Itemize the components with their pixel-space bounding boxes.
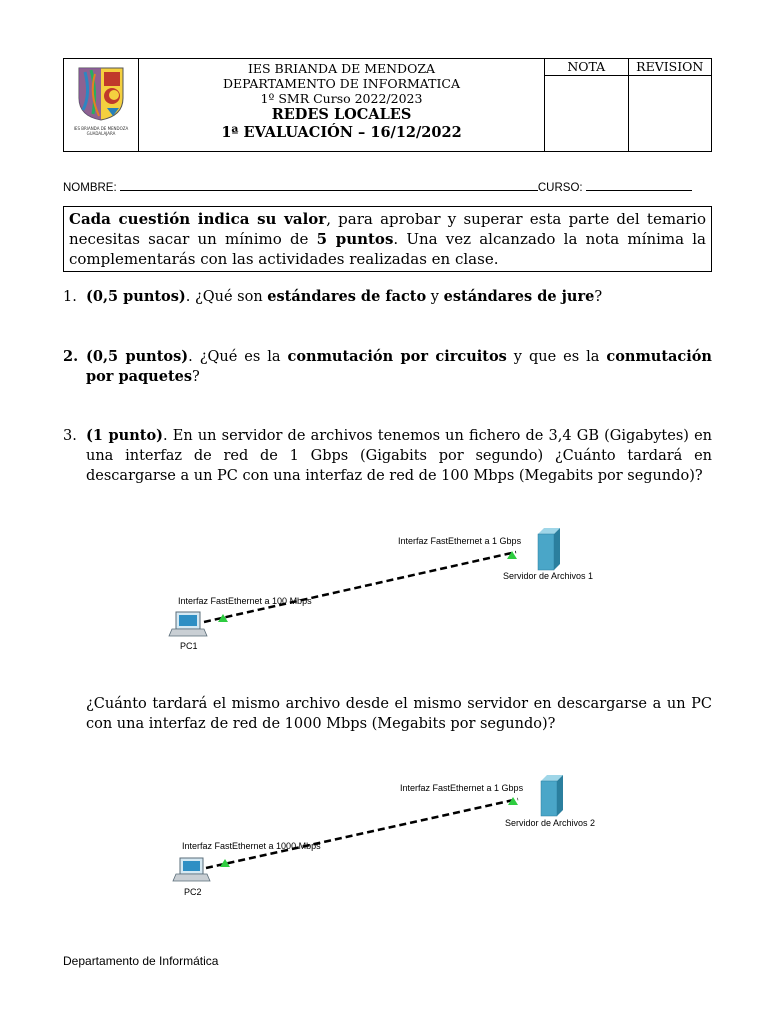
question-1-part-3: ? [594,289,603,305]
question-1-term-1: estándares de facto [267,288,427,305]
question-3-part-1: . En un servidor de archivos tenemos un fichero de 3,4 GB (Gigabytes) en una interfaz de red de 1 Gbps (Gigabits por segundo) ¿Cuánto tardará en descargarse a un PC con una interfaz de red de 100 Mbps (Megabits por segundo)? [86,428,712,484]
school-logo-icon [71,64,131,122]
question-1-text [86,287,712,307]
revision-header: REVISION [628,59,712,76]
pc-1-icon [169,612,207,636]
diagram-1-pc-link-label: Interfaz FastEthernet a 100 Mbps [178,596,312,606]
logo-caption-line-1: IES BRIANDA DE MENDOZA [73,126,129,131]
name-label: NOMBRE: [63,182,117,194]
question-2-number: 2. [63,348,79,365]
diagram-1-pc-name: PC1 [180,641,198,651]
question-3-number: 3. [63,428,77,444]
question-1-number: 1. [63,289,77,305]
question-1-part-2: y [426,289,444,305]
logo-caption [71,126,131,136]
instructions-text-1: , para aprobar y superar esta parte del temario necesitas sacar un mínimo de [69,210,706,248]
diagram-1-server-name: Servidor de Archivos 1 [503,571,594,581]
revision-box[interactable] [628,76,712,152]
student-info-line [63,180,712,194]
question-3-follow-up: ¿Cuánto tardará el mismo archivo desde el mismo servidor en descargarse a un PC con una interfaz de red de 1000 Mbps (Megabits por segundo)? [86,696,712,732]
question-2-part-2: y que es la [506,349,607,365]
server-1-icon [538,528,560,570]
department-name: DEPARTAMENTO DE INFORMATICA [222,76,461,91]
question-2-part-1: . ¿Qué es la [188,349,288,365]
question-3-points: (1 punto) [86,427,163,444]
evaluation-title: 1ª EVALUACIÓN – 16/12/2022 [221,124,462,141]
course-year: 1º SMR Curso 2022/2023 [260,91,423,106]
pc-2-icon [173,858,210,881]
header-table [63,58,712,152]
diagram-2-pc-link-label: Interfaz FastEthernet a 1000 Mbps [182,841,321,851]
instructions-text-2: . Una vez alcanzado la nota mínima la complementarás con las actividades realizadas en clase. [69,230,706,268]
diagram-2-server-name: Servidor de Archivos 2 [505,818,596,828]
instructions-bold-2: 5 puntos [316,230,394,248]
instructions-box [63,206,712,272]
question-2-term-1: conmutación por circuitos [287,348,507,365]
server-2-icon [541,775,563,816]
logo-cell [64,59,139,152]
diagram-1-server-link-label: Interfaz FastEthernet a 1 Gbps [398,536,522,546]
course-field[interactable] [586,180,692,191]
page-footer: Departamento de Informática [63,954,219,968]
question-3-text [86,426,712,486]
header-title-cell [139,59,545,152]
question-1-part-1: . ¿Qué son [185,289,268,305]
question-2-part-3: ? [192,369,200,385]
question-2-text [86,347,712,387]
school-logo [71,64,131,142]
nota-box[interactable] [545,76,629,152]
school-name: IES BRIANDA DE MENDOZA [247,61,436,76]
subject-title: REDES LOCALES [271,106,412,123]
instructions-bold-1: Cada cuestión indica su valor [69,210,327,228]
network-diagram-2 [160,770,620,905]
question-2-term-2: conmutación por paquetes [86,348,712,385]
name-field[interactable] [120,180,538,191]
course-label: CURSO: [537,182,583,194]
question-2-points: (0,5 puntos) [86,348,189,365]
diagram-2-server-link-label: Interfaz FastEthernet a 1 Gbps [400,783,524,793]
diagram-1-link [204,552,516,622]
logo-caption-line-2: GUADALAJARA [86,131,116,136]
question-1-term-2: estándares de jure [443,288,595,305]
question-1-points: (0,5 puntos) [86,288,186,305]
nota-header: NOTA [545,59,629,76]
diagram-2-link [206,799,518,868]
network-diagram-1 [160,520,620,660]
diagram-2-pc-name: PC2 [184,887,202,897]
